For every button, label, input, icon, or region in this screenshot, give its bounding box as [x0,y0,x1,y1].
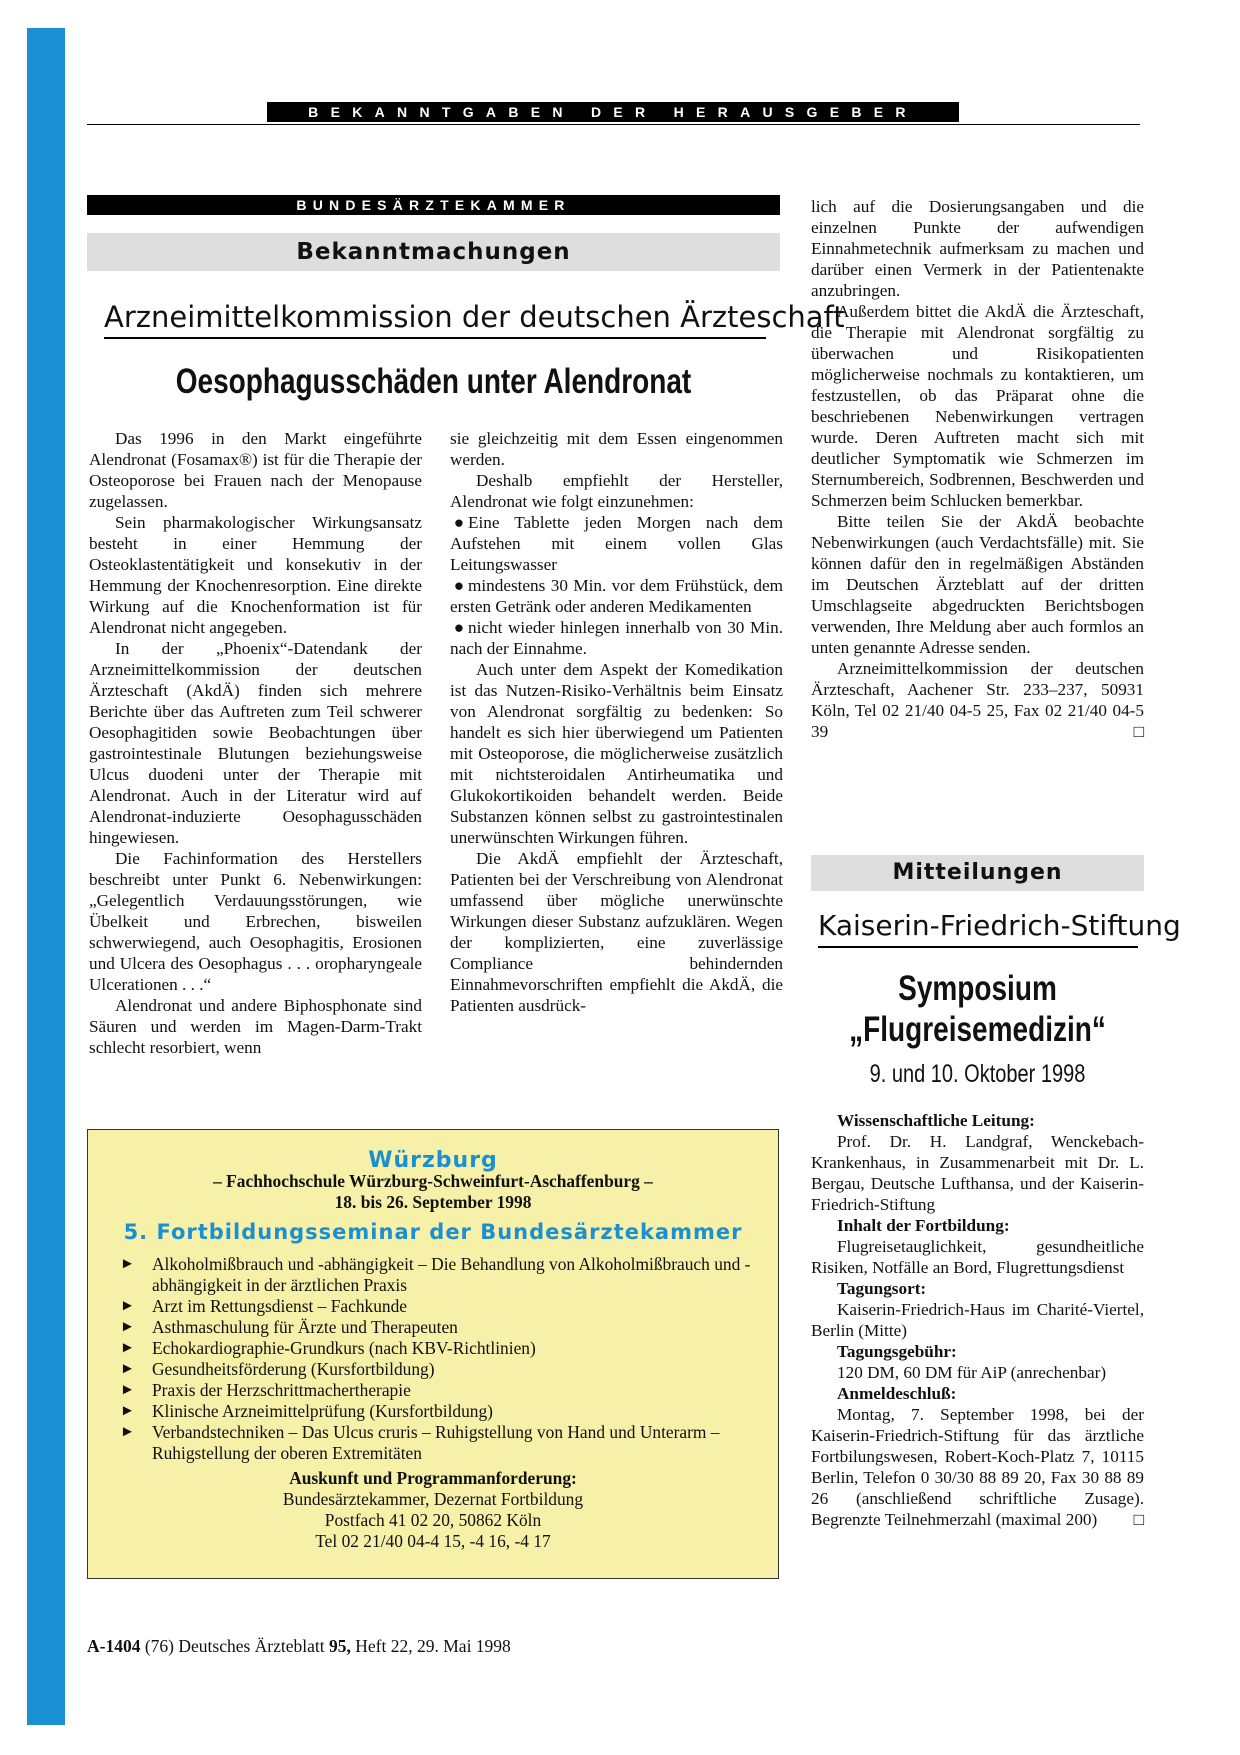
bullet-icon: ● [453,576,465,595]
triangle-bullet-icon: ► [120,1319,135,1335]
paragraph: lich auf die Dosierungsangaben und die einzelnen Punkte der aufwendigen Einnahmetechnik aufmerksam zu machen und darüber einen Vermerk in der Patientenakte anzubringen. [811,197,1144,300]
detail-heading: Tagungsort: [837,1279,927,1298]
detail-heading: Wissenschaftliche Leitung: [837,1111,1035,1130]
triangle-bullet-icon: ► [120,1361,135,1377]
bullet-item [450,575,783,617]
paragraph [811,658,1144,742]
list-item: ► Arzt im Rettungsdienst – Fachkunde [120,1296,408,1316]
list-item: ► Verbandstechniken – Das Ulcus cruris – Ruhigstellung von Hand und Unterarm – Ruhigstellung der oberen Extremitäten [120,1422,720,1463]
address-text: Arzneimittelkommission der deutschen Ärzteschaft, Aachener Str. 233–237, 50931 Köln, Tel 02 21/40 04-5 25, Fax 02 21/40 04-5 39 [811,659,1144,741]
detail-text: Prof. Dr. H. Landgraf, Wenckebach-Krankenhaus, in Zusammenarbeit mit Dr. L. Bergau, Deutsche Lufthansa, und der Kaiserin-Friedrich-Stiftung [811,1132,1144,1214]
bullet-item [450,512,783,575]
triangle-bullet-icon: ► [120,1382,135,1398]
symposium-date: 9. und 10. Oktober 1998 [869,1060,1086,1088]
end-mark-icon: □ [1133,722,1144,741]
mitteilungen-heading: Mitteilungen [811,855,1144,891]
page-footer [87,1636,511,1657]
foundation-heading: Kaiserin-Friedrich-Stiftung [818,906,1138,948]
seminar-list [88,1254,778,1464]
detail-text: Montag, 7. September 1998, bei der Kaiserin-Friedrich-Stiftung für das ärztliche Fortbilungswesen, Robert-Koch-Platz 7, 10115 Berlin, Telefon 0 30/30 88 89 20, Fax 30 88 89 26 (anschließend schriftliche Zusage). Begrenzte Teilnehmerzahl (maximal 200) □ [811,1405,1144,1529]
organization-band: BUNDESÄRZTEKAMMER [87,195,780,215]
detail-text: 120 DM, 60 DM für AiP (anrechenbar) [837,1363,1107,1382]
detail-text: Flugreisetauglichkeit, gesundheitliche Risiken, Notfälle an Bord, Flugrettungsdienst [811,1237,1144,1277]
seminar-box [87,1129,779,1579]
triangle-bullet-icon: ► [120,1424,135,1440]
paragraph: Die Fachinformation des Herstellers beschreibt unter Punkt 6. Nebenwirkungen: „Gelegentlich Verdauungsstörungen, wie Übelkeit und Erbrechen, bisweilen schwerwiegend, auch Oesophagitis, Erosionen und Ulcera des Oesophagus . . . oropharyngeale Ulcerationen . . .“ [89,849,422,994]
article-column-1 [89,428,422,1058]
contact-line: Bundesärztekammer, Dezernat Fortbildung [282,1489,584,1509]
paragraph: sie gleichzeitig mit dem Essen eingenommen werden. [450,429,783,469]
seminar-dates: 18. bis 26. September 1998 [334,1192,532,1212]
symposium-title-line-1: Symposium [898,969,1057,1008]
triangle-bullet-icon: ► [120,1403,135,1419]
contact-heading: Auskunft und Programmanforderung: [289,1468,577,1488]
article-column-3 [811,196,1144,742]
paragraph: Die AkdÄ empfiehlt der Ärzteschaft, Patienten bei der Verschreibung von Alendronat umfassend über mögliche unerwünschte Wirkungen dieser Substanz aufzuklären. Wegen der komplizierten, eine zuverlässige Compliance behindernden Einnahmevorschriften empfiehlt die AkdÄ, die Patienten ausdrück- [450,849,783,1015]
triangle-bullet-icon: ► [120,1256,135,1272]
article-column-2 [450,428,783,1016]
paragraph: Bitte teilen Sie der AkdÄ beobachte Nebenwirkungen (auch Verdachtsfälle) mit. Sie können dafür den in regelmäßigen Abständen im Deutschen Ärzteblatt auf der dritten Umschlagseite abgedruckten Berichtsbogen verwenden, Ihre Meldung aber auch formlos an unten genannte Adresse senden. [811,512,1144,657]
triangle-bullet-icon: ► [120,1298,135,1314]
article-title: Oesophagusschäden unter Alendronat [175,362,692,401]
detail-heading: Anmeldeschluß: [837,1384,957,1403]
issue-info: Heft 22, 29. Mai 1998 [355,1636,511,1656]
header-rule [87,124,1140,125]
page-edge-bar [27,28,65,1725]
detail-heading: Tagungsgebühr: [837,1342,957,1361]
section-heading: Bekanntmachungen [87,233,780,271]
contact-line: Postfach 41 02 20, 50862 Köln [324,1510,542,1530]
volume-number: 95, [329,1636,351,1656]
paragraph: Auch unter dem Aspekt der Komedikation ist das Nutzen-Risiko-Verhältnis beim Einsatz von Alendronat sorgfältig zu bedenken: So handelt es sich hier überwiegend um Patienten mit Osteoporose, die möglicherweise zusätzlich mit nichtsteroidalen Antirheumatika und Glukokortikoiden behandelt werden. Beide Substanzen können selbst zu gastrointestinalen unerwünschten Wirkungen führen. [450,660,783,847]
symposium-title-line-2: „Flugreisemedizin“ [849,1010,1106,1049]
symposium-details [811,1110,1144,1530]
list-item: ► Asthmaschulung für Ärzte und Therapeuten [120,1317,458,1337]
seminar-institution: – Fachhochschule Würzburg-Schweinfurt-Aschaffenburg – [213,1171,653,1191]
list-item: ► Praxis der Herzschrittmachertherapie [120,1380,411,1400]
bullet-icon: ● [453,513,465,532]
paragraph: Das 1996 in den Markt eingeführte Alendronat (Fosamax®) ist für die Therapie der Osteoporose bei Frauen nach der Menopause zugelassen. [89,429,422,511]
list-item: ► Klinische Arzneimittelprüfung (Kursfortbildung) [120,1401,493,1421]
commission-heading: Arzneimittelkommission der deutschen Ärzteschaft [104,297,766,339]
contact-line: Tel 02 21/40 04-4 15, -4 16, -4 17 [315,1531,551,1551]
bullet-text: nicht wieder hinlegen innerhalb von 30 Min. nach der Einnahme. [450,618,783,658]
paragraph: Alendronat und andere Biphosphonate sind Säuren und werden im Magen-Darm-Trakt schlecht resorbiert, wenn [89,996,422,1057]
paragraph: Außerdem bittet die AkdÄ die Ärzteschaft, die Therapie mit Alendronat sorgfältig zu überwachen und Risikopatienten möglicherweise nochmals zu kontaktieren, um festzustellen, ob das Präparat ohne die beschriebenen Nebenwirkungen vertragen wurde. Deren Auftreten macht sich mit deutlicher Symptomatik wie Schmerzen im Sternumbereich, Sodbrennen, Beschwerden und Schmerzen beim Schlucken bemerkbar. [811,302,1144,510]
detail-heading: Inhalt der Fortbildung: [837,1216,1010,1235]
bullet-icon: ● [453,618,465,637]
seminar-title: 5. Fortbildungsseminar der Bundesärztekammer [123,1220,743,1244]
list-item: ► Gesundheitsförderung (Kursfortbildung) [120,1359,435,1379]
publication-name: (76) Deutsches Ärzteblatt [144,1636,325,1656]
list-item: ► Alkoholmißbrauch und -abhängigkeit – Die Behandlung von Alkoholmißbrauch und -abhängigkeit in der ärztlichen Praxis [120,1254,751,1295]
bullet-item [450,617,783,659]
publisher-band: BEKANNTGABEN DER HERAUSGEBER [267,102,959,122]
end-mark-icon: □ [1133,1510,1144,1529]
detail-text: Kaiserin-Friedrich-Haus im Charité-Viertel, Berlin (Mitte) [811,1300,1144,1340]
bullet-text: Eine Tablette jeden Morgen nach dem Aufstehen mit einem vollen Glas Leitungswasser [450,513,783,574]
paragraph: Sein pharmakologischer Wirkungsansatz besteht in einer Hemmung der Osteoklastentätigkeit und konsekutiv in der Hemmung der Knochenresorption. Eine direkte Wirkung auf die Knochenformation ist für Alendronat nicht angegeben. [89,513,422,637]
paragraph: In der „Phoenix“-Datendank der Arzneimittelkommission der deutschen Ärzteschaft (AkdÄ) finden sich mehrere Berichte über das Auftreten zum Teil schwerer Oesophagitiden sowie Beobachtungen über gastrointestinale Blutungen beziehungsweise Ulcus duodeni unter der Therapie mit Alendronat. Auch in der Literatur wird auf Alendronat-induzierte Oesophagusschäden hingewiesen. [89,639,422,847]
triangle-bullet-icon: ► [120,1340,135,1356]
seminar-city: Würzburg [368,1148,498,1173]
page-number: A-1404 [87,1636,141,1656]
bullet-text: mindestens 30 Min. vor dem Frühstück, dem ersten Getränk oder anderen Medikamenten [450,576,783,616]
paragraph: Deshalb empfiehlt der Hersteller, Alendronat wie folgt einzunehmen: [450,471,783,511]
list-item: ► Echokardiographie-Grundkurs (nach KBV-Richtlinien) [120,1338,536,1358]
